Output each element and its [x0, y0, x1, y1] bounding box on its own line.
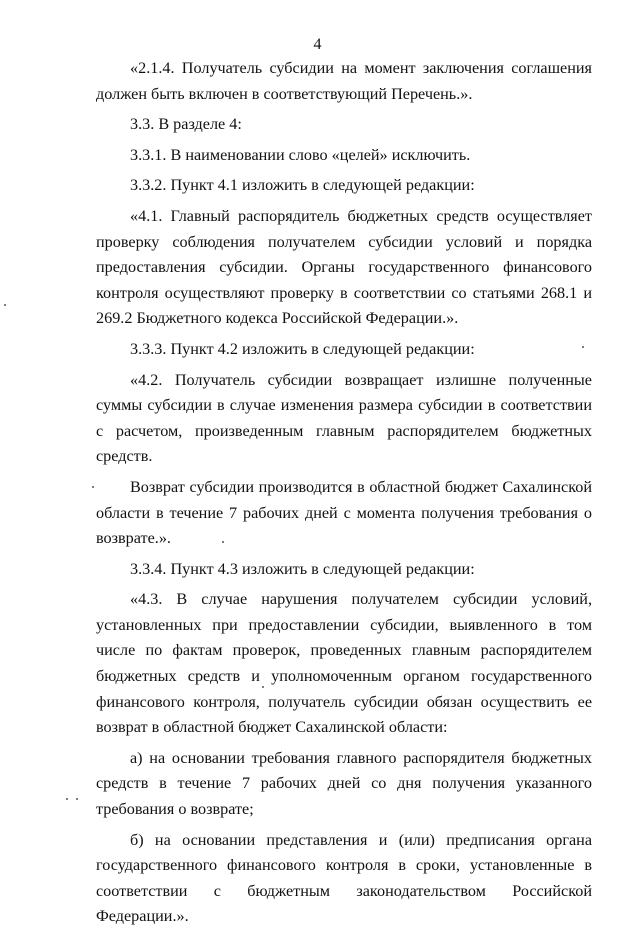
page-number: 4: [313, 36, 322, 53]
paragraph-3-3-3: 3.3.3. Пункт 4.2 изложить в следующей редакции:: [130, 339, 475, 358]
scan-speck: [262, 686, 264, 688]
paragraph-3-3-4: 3.3.4. Пункт 4.3 изложить в следующей редакции:: [130, 559, 475, 578]
document-body: [96, 56, 592, 935]
paragraph-3-3: 3.3. В разделе 4:: [130, 115, 242, 134]
scan-speck: [4, 304, 6, 306]
scan-speck: [92, 486, 94, 488]
paragraph-3-3-1: 3.3.1. В наименовании слово «целей» исключить.: [130, 145, 471, 164]
paragraph-3-3-2: 3.3.2. Пункт 4.1 изложить в следующей редакции:: [130, 176, 475, 195]
paragraph-4-1: «4.1. Главный распорядитель бюджетных средств осуществляет проверку соблюдения получателем субсидии условий и порядка предоставления субсидии. Органы государственного финансового контроля осуществляют проверку в соответствии со статьями 268.1 и 269.2 Бюджетного кодекса Российской Федерации.».: [96, 206, 592, 328]
scan-speck: [76, 798, 78, 800]
paragraph-4-2: «4.2. Получатель субсидии возвращает излишне полученные суммы субсидии в случае изменения размера субсидии в соответствии с расчетом, произведенным главным распорядителем бюджетных средств.: [96, 370, 592, 466]
scan-speck: [582, 346, 584, 348]
paragraph-refund: Возврат субсидии производится в областной бюджет Сахалинской области в течение 7 рабочих дней с момента получения требования о возврате.».: [96, 477, 592, 548]
scan-speck: [66, 798, 68, 800]
paragraph-item-a: а) на основании требования главного распорядителя бюджетных средств в течение 7 рабочих дней со дня получения указанного требования о возврате;: [96, 748, 592, 819]
paragraph-4-3: «4.3. В случае нарушения получателем субсидии условий, установленных при предоставлении субсидии, выявленного в том числе по фактам проверок, проведенных главным распорядителем бюджетных средств и уполномоченным органом государственного финансового контроля, получатель субсидии обязан осуществить ее возврат в областной бюджет Сахалинской области:: [96, 590, 592, 737]
scan-speck: [222, 541, 224, 543]
paragraph-2-1-4: «2.1.4. Получатель субсидии на момент заключения соглашения должен быть включен в соответствующий Перечень.».: [96, 59, 592, 103]
paragraph-item-b: б) на основании представления и (или) предписания органа государственного финансового контроля в сроки, установленные в соответствии с бюджетным законодательством Российской Федерации.».: [96, 830, 592, 926]
